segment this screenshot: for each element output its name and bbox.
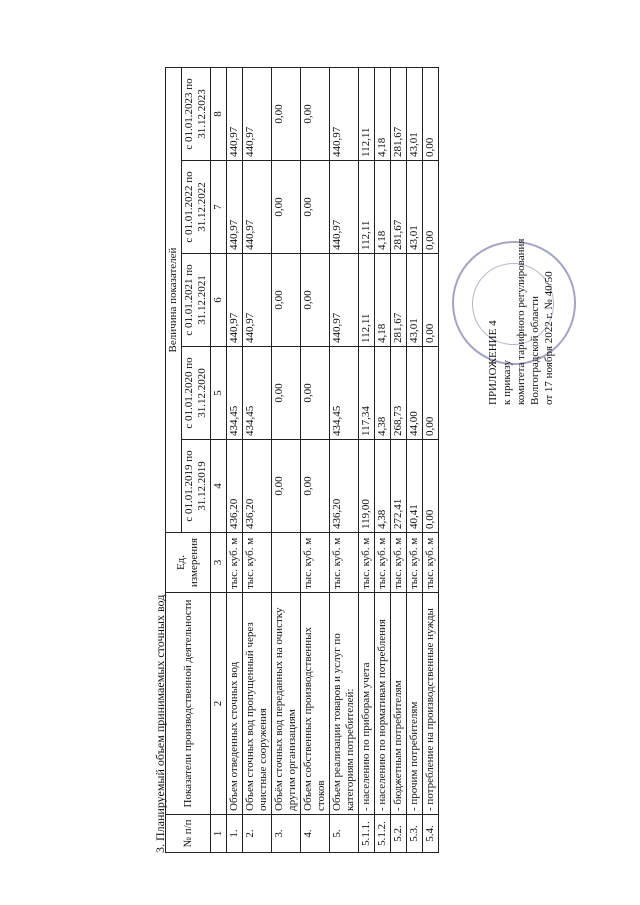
row-unit: тыс. куб. м xyxy=(375,533,391,593)
row-indicator: - потребление на производственные нужды xyxy=(423,593,439,815)
row-unit: тыс. куб. м xyxy=(407,533,423,593)
row-value: 0,00 xyxy=(423,347,439,440)
row-value: 112,11 xyxy=(359,161,375,254)
order-reference-line-1: к приказу xyxy=(501,359,513,405)
row-indicator: - бюджетным потребителям xyxy=(391,593,407,815)
row-value: 4,18 xyxy=(375,254,391,347)
column-number: 7 xyxy=(211,161,227,254)
row-unit: тыс. куб. м xyxy=(301,533,330,593)
col-header-values-group: Величина показателей xyxy=(166,68,182,533)
row-value: 4,18 xyxy=(375,68,391,161)
row-value: 0,00 xyxy=(301,347,330,440)
col-header-indicator: Показатели производственной деятельности xyxy=(166,593,211,815)
row-value: 4,38 xyxy=(375,347,391,440)
row-value: 440,97 xyxy=(243,254,272,347)
order-reference-line-3: Волгоградской области xyxy=(529,296,541,405)
row-indicator: Объем реализации товаров и услуг по категориям потребителей: xyxy=(330,593,359,815)
row-value: 40,41 xyxy=(407,440,423,533)
table-row xyxy=(359,68,375,853)
row-value: 281,67 xyxy=(391,161,407,254)
row-value: 272,41 xyxy=(391,440,407,533)
row-value: 0,00 xyxy=(272,440,301,533)
row-value: 440,97 xyxy=(227,161,243,254)
row-value: 43,01 xyxy=(407,254,423,347)
row-number: 2. xyxy=(243,815,272,853)
col-header-no: № п/п xyxy=(166,815,211,853)
row-value: 112,11 xyxy=(359,254,375,347)
row-number: 5.3. xyxy=(407,815,423,853)
row-value: 440,97 xyxy=(243,68,272,161)
table-row xyxy=(375,68,391,853)
row-number: 5.1.2. xyxy=(375,815,391,853)
row-value: 0,00 xyxy=(272,68,301,161)
row-number: 5.4. xyxy=(423,815,439,853)
row-value: 440,97 xyxy=(227,68,243,161)
table-row xyxy=(391,68,407,853)
row-indicator: Объём сточных вод переданных на очистку другим организациям xyxy=(272,593,301,815)
column-number: 1 xyxy=(211,815,227,853)
table-row xyxy=(330,68,359,853)
column-number: 2 xyxy=(211,593,227,815)
appendix-label: ПРИЛОЖЕНИЕ 4 xyxy=(487,320,499,405)
col-header-period: с 01.01.2019 по 31.12.2019 xyxy=(182,440,211,533)
col-header-period: с 01.01.2023 по 31.12.2023 xyxy=(182,68,211,161)
row-value: 4,18 xyxy=(375,161,391,254)
column-number: 4 xyxy=(211,440,227,533)
row-indicator: Объем собственных производственных стоков xyxy=(301,593,330,815)
wastewater-volume-table xyxy=(165,67,439,853)
row-indicator: - населению по приборам учета xyxy=(359,593,375,815)
order-date-number: от 17 ноября 2022 г. № 40/50 xyxy=(543,271,555,405)
table-row xyxy=(301,68,330,853)
section-title: 3. Планируемый объем принимаемых сточных вод xyxy=(153,594,167,853)
column-number: 8 xyxy=(211,68,227,161)
row-value: 440,97 xyxy=(227,254,243,347)
row-number: 5. xyxy=(330,815,359,853)
row-value: 0,00 xyxy=(423,161,439,254)
row-value: 434,45 xyxy=(330,347,359,440)
row-number: 1. xyxy=(227,815,243,853)
col-header-period: с 01.01.2020 по 31.12.2020 xyxy=(182,347,211,440)
row-value: 112,11 xyxy=(359,68,375,161)
col-header-period: с 01.01.2022 по 31.12.2022 xyxy=(182,161,211,254)
row-unit xyxy=(272,533,301,593)
row-unit: тыс. куб. м xyxy=(391,533,407,593)
row-unit: тыс. куб. м xyxy=(243,533,272,593)
row-value: 0,00 xyxy=(301,161,330,254)
row-value: 434,45 xyxy=(243,347,272,440)
row-unit: тыс. куб. м xyxy=(227,533,243,593)
row-value: 4,38 xyxy=(375,440,391,533)
row-value: 44,00 xyxy=(407,347,423,440)
table-row xyxy=(423,68,439,853)
row-indicator: - прочим потребителям xyxy=(407,593,423,815)
column-number-row xyxy=(211,68,227,853)
row-value: 434,45 xyxy=(227,347,243,440)
row-value: 440,97 xyxy=(330,161,359,254)
row-value: 281,67 xyxy=(391,68,407,161)
row-value: 43,01 xyxy=(407,68,423,161)
col-header-period: с 01.01.2021 по 31.12.2021 xyxy=(182,254,211,347)
row-number: 5.2. xyxy=(391,815,407,853)
row-value: 119,00 xyxy=(359,440,375,533)
row-value: 436,20 xyxy=(243,440,272,533)
row-number: 4. xyxy=(301,815,330,853)
row-value: 0,00 xyxy=(272,161,301,254)
order-reference-line-2: комитета тарифного регулирования xyxy=(515,238,527,405)
row-indicator: Объем сточных вод пропущенный через очистные сооружения xyxy=(243,593,272,815)
header-row-1 xyxy=(166,68,182,853)
row-value: 0,00 xyxy=(423,254,439,347)
row-value: 281,67 xyxy=(391,254,407,347)
row-value: 436,20 xyxy=(330,440,359,533)
row-number: 5.1.1. xyxy=(359,815,375,853)
row-unit: тыс. куб. м xyxy=(359,533,375,593)
row-value: 440,97 xyxy=(330,68,359,161)
row-value: 440,97 xyxy=(243,161,272,254)
table-row xyxy=(272,68,301,853)
table-row xyxy=(407,68,423,853)
row-value: 0,00 xyxy=(272,254,301,347)
table-row xyxy=(243,68,272,853)
row-value: 0,00 xyxy=(272,347,301,440)
row-value: 117,34 xyxy=(359,347,375,440)
row-value: 0,00 xyxy=(301,68,330,161)
row-value: 0,00 xyxy=(301,440,330,533)
row-unit: тыс. куб. м xyxy=(330,533,359,593)
row-value: 436,20 xyxy=(227,440,243,533)
document-header xyxy=(486,85,556,405)
table-row xyxy=(227,68,243,853)
row-indicator: Объем отведенных сточных вод xyxy=(227,593,243,815)
row-unit: тыс. куб. м xyxy=(423,533,439,593)
row-value: 440,97 xyxy=(330,254,359,347)
column-number: 6 xyxy=(211,254,227,347)
col-header-unit: Ед. измерения xyxy=(166,533,211,593)
row-value: 0,00 xyxy=(301,254,330,347)
row-value: 43,01 xyxy=(407,161,423,254)
row-value: 0,00 xyxy=(423,440,439,533)
row-number: 3. xyxy=(272,815,301,853)
row-value: 268,73 xyxy=(391,347,407,440)
row-indicator: - населению по нормативам потребления xyxy=(375,593,391,815)
row-value: 0,00 xyxy=(423,68,439,161)
column-number: 3 xyxy=(211,533,227,593)
column-number: 5 xyxy=(211,347,227,440)
